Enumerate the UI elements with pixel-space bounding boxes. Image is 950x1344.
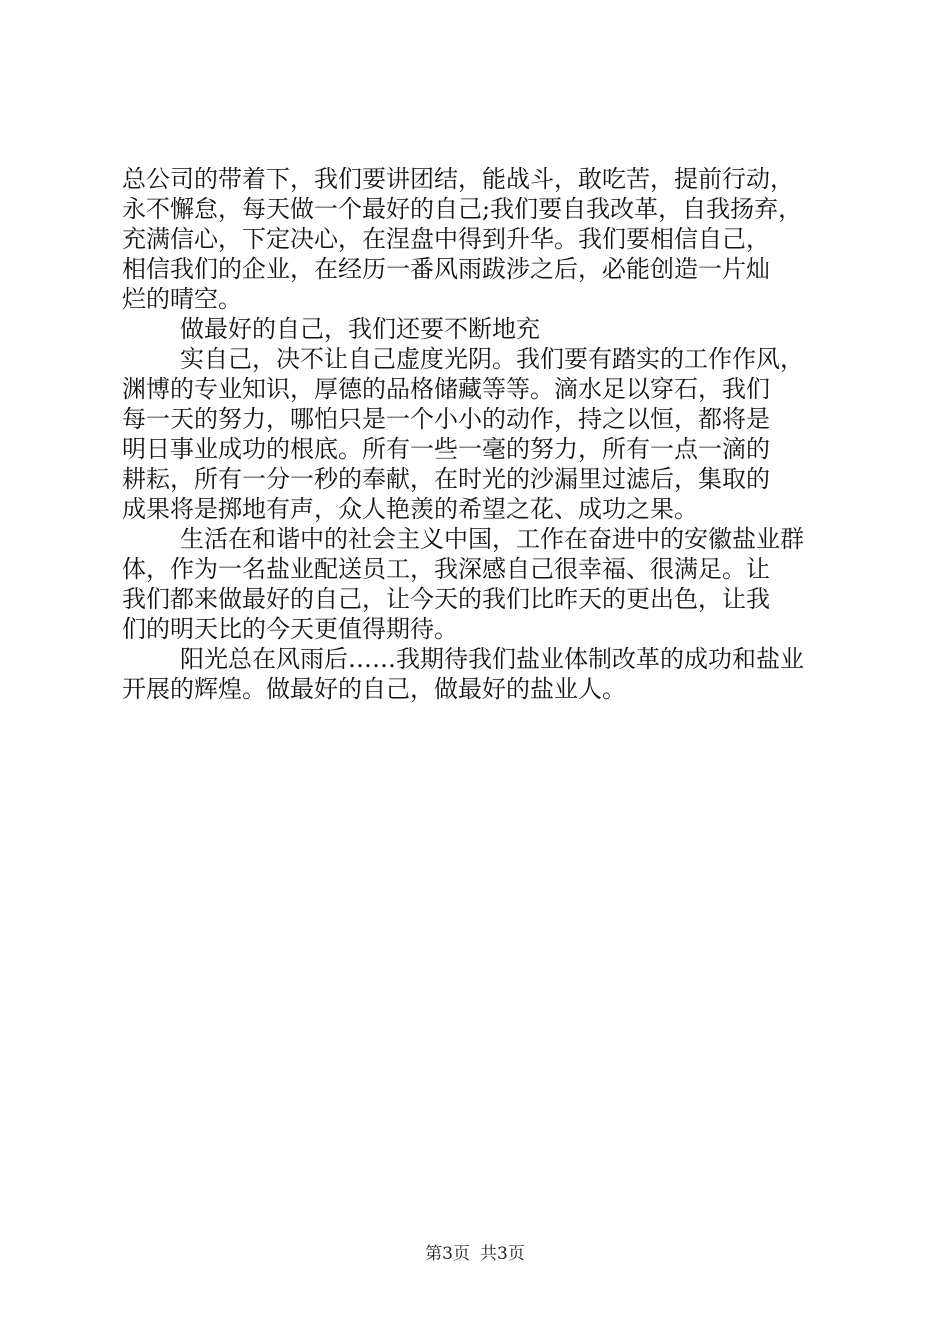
document-body bbox=[122, 164, 842, 704]
text-line: 生活在和谐中的社会主义中国，工作在奋进中的安徽盐业群 bbox=[180, 525, 804, 553]
page-number: 第3页 bbox=[425, 1244, 470, 1264]
text-line: 渊博的专业知识，厚德的品格储藏等等。滴水足以穿石，我们 bbox=[122, 375, 770, 403]
text-line: 阳光总在风雨后……我期待我们盐业体制改革的成功和盐业 bbox=[180, 645, 804, 673]
page-footer bbox=[0, 1243, 950, 1265]
text-line: 每一天的努力，哪怕只是一个小小的动作，持之以恒，都将是 bbox=[122, 405, 770, 433]
text-line: 们的明天比的今天更值得期待。 bbox=[122, 615, 458, 643]
text-line: 我们都来做最好的自己，让今天的我们比昨天的更出色，让我 bbox=[122, 585, 770, 613]
text-line: 充满信心，下定决心，在涅盘中得到升华。我们要相信自己， bbox=[122, 225, 770, 253]
text-line: 烂的晴空。 bbox=[122, 285, 242, 313]
page-total: 共3页 bbox=[480, 1244, 525, 1264]
text-line: 实自己，决不让自己虚度光阴。我们要有踏实的工作作风， bbox=[180, 345, 804, 373]
text-line: 体，作为一名盐业配送员工，我深感自己很幸福、很满足。让 bbox=[122, 555, 770, 583]
text-line: 做最好的自己，我们还要不断地充 bbox=[180, 315, 540, 343]
text-line: 开展的辉煌。做最好的自己，做最好的盐业人。 bbox=[122, 675, 626, 703]
text-line: 明日事业成功的根底。所有一些一毫的努力，所有一点一滴的 bbox=[122, 435, 770, 463]
text-line: 相信我们的企业，在经历一番风雨跋涉之后，必能创造一片灿 bbox=[122, 255, 770, 283]
text-line: 永不懈怠，每天做一个最好的自己;我们要自我改革，自我扬弃， bbox=[122, 195, 803, 223]
text-line: 总公司的带着下，我们要讲团结，能战斗，敢吃苦，提前行动， bbox=[122, 165, 794, 193]
text-line: 耕耘，所有一分一秒的奉献，在时光的沙漏里过滤后，集取的 bbox=[122, 465, 770, 493]
text-line: 成果将是掷地有声，众人艳羡的希望之花、成功之果。 bbox=[122, 495, 698, 523]
